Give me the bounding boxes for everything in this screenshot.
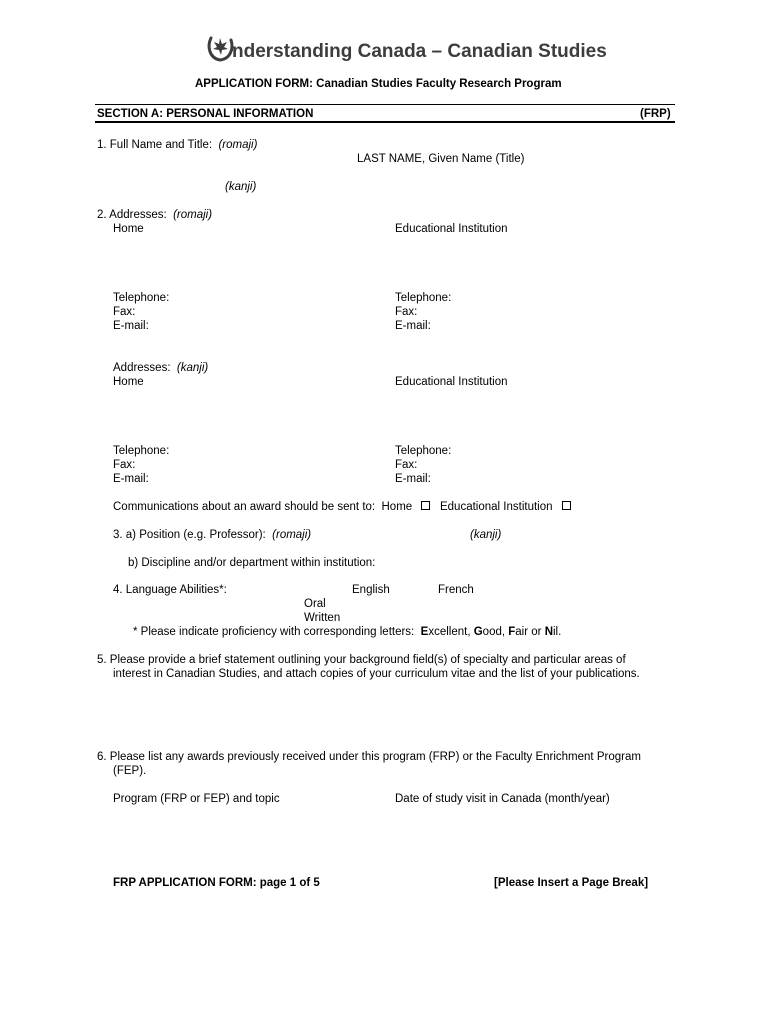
home-fax-label: Fax: (113, 306, 136, 318)
section-bottom-rule (95, 121, 675, 123)
kanji-home-fax-label: Fax: (113, 459, 136, 471)
q4-label: 4. Language Abilities*: (113, 584, 227, 596)
q4-english: English (352, 584, 390, 596)
q3b-label: b) Discipline and/or department within institution: (128, 557, 376, 569)
q2-kanji-label: Addresses: (kanji) (113, 362, 209, 374)
footer-page-label: FRP APPLICATION FORM: page 1 of 5 (113, 877, 320, 889)
comm-institution-checkbox[interactable] (562, 501, 571, 510)
section-a-title: SECTION A: PERSONAL INFORMATION (97, 108, 314, 120)
footer-page-break-note: [Please Insert a Page Break] (494, 877, 649, 889)
inst-telephone-label: Telephone: (395, 292, 452, 304)
q5-line2: interest in Canadian Studies, and attach copies of your curriculum vitae and the list of your publications. (113, 668, 640, 680)
home-email-label: E-mail: (113, 320, 149, 332)
section-a-code: (FRP) (640, 108, 671, 120)
q1-kanji: (kanji) (225, 181, 257, 193)
logo-text: nderstanding Canada – Canadian Studies (232, 41, 607, 62)
q3a-label: 3. a) Position (e.g. Professor): (romaji) (113, 529, 312, 541)
q2-label: 2. Addresses: (romaji) (97, 209, 213, 221)
q2-home-label: Home (113, 223, 144, 235)
comm-home-checkbox[interactable] (421, 501, 430, 510)
kanji-home-email-label: E-mail: (113, 473, 149, 485)
communications-row (113, 500, 571, 514)
form-title: APPLICATION FORM: Canadian Studies Faculty Research Program (195, 78, 562, 90)
q2-kanji: (kanji) (176, 362, 209, 374)
maple-leaf-u-icon (205, 32, 235, 64)
q5-line1: 5. Please provide a brief statement outlining your background field(s) of specialty and particular areas of (97, 654, 626, 666)
q2-kanji-institution-label: Educational Institution (395, 376, 508, 388)
q1-romaji: (romaji) (218, 139, 258, 151)
section-top-rule (95, 104, 675, 105)
comm-home-label: Home (381, 501, 413, 513)
q4-oral: Oral (304, 598, 326, 610)
q2-kanji-home-label: Home (113, 376, 144, 388)
q6-line1: 6. Please list any awards previously received under this program (FRP) or the Faculty Enrichment Program (97, 751, 641, 763)
q6-col-date: Date of study visit in Canada (month/year) (395, 793, 610, 805)
q2-institution-label: Educational Institution (395, 223, 508, 235)
q4-written: Written (304, 612, 341, 624)
q6-col-program: Program (FRP or FEP) and topic (113, 793, 280, 805)
kanji-inst-fax-label: Fax: (395, 459, 418, 471)
q4-french: French (438, 584, 474, 596)
communications-label: Communications about an award should be sent to: (113, 501, 376, 513)
q3-romaji: (romaji) (272, 529, 312, 541)
q6-line2: (FEP). (113, 765, 147, 777)
kanji-home-telephone-label: Telephone: (113, 445, 170, 457)
q1-name-format: LAST NAME, Given Name (Title) (357, 153, 525, 165)
inst-email-label: E-mail: (395, 320, 431, 332)
kanji-inst-telephone-label: Telephone: (395, 445, 452, 457)
kanji-inst-email-label: E-mail: (395, 473, 431, 485)
q3-kanji: (kanji) (470, 529, 502, 541)
inst-fax-label: Fax: (395, 306, 418, 318)
comm-institution-label: Educational Institution (439, 501, 553, 513)
home-telephone-label: Telephone: (113, 292, 170, 304)
q1-label: 1. Full Name and Title: (romaji) (97, 139, 258, 151)
q2-romaji: (romaji) (173, 209, 213, 221)
q4-proficiency-note: * Please indicate proficiency with corresponding letters: Excellent, Good, Fair or Nil. (133, 626, 562, 638)
